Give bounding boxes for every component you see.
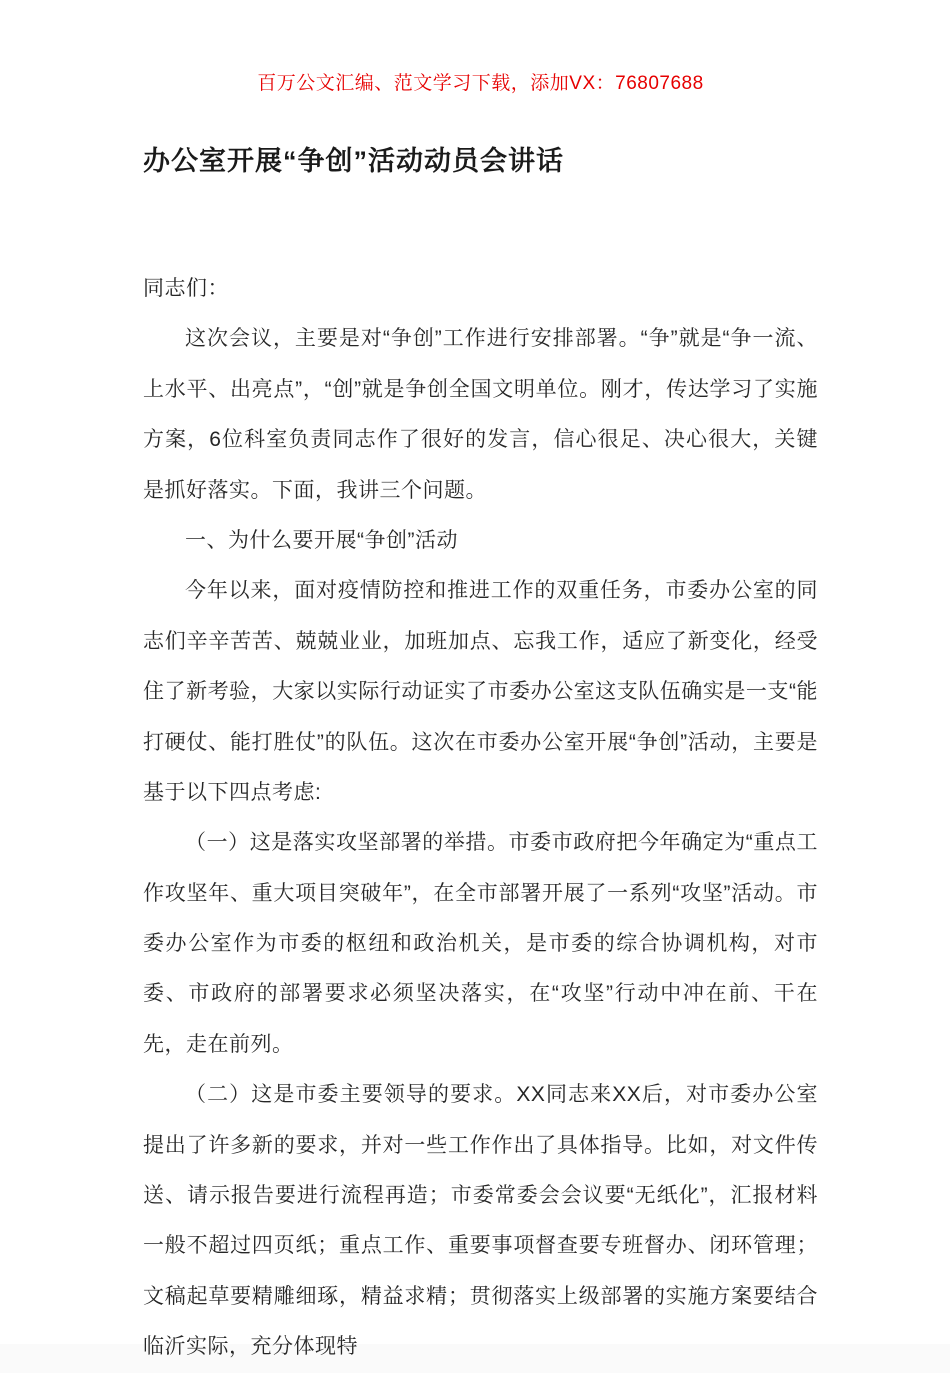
document-title: 办公室开展“争创”活动动员会讲话	[143, 146, 564, 176]
promo-notice: 百万公文汇编、范文学习下载，添加VX：76807688	[257, 73, 704, 94]
paragraph-salutation: 同志们：	[143, 277, 229, 300]
document-body	[143, 264, 818, 1373]
paragraph-heading: 一、为什么要开展“争创”活动	[185, 528, 458, 552]
paragraph-body: （二）这是市委主要领导的要求。XX同志来XX后，对市委办公室提出了许多新的要求，并对一些工作作出了具体指导。比如，对文件传送、请示报告要进行流程再造；市委常委会会议要“无纸化”，汇报材料一般不超过四页纸；重点工作、重要事项督查要专班督办、闭环管理；文稿起草要精雕细琢，精益求精；贯彻落实上级部署的实施方案要结合临沂实际，充分体现特	[143, 1083, 818, 1359]
paragraph-body: 这次会议，主要是对“争创”工作进行安排部署。“争”就是“争一流、上水平、出亮点”，“创”就是争创全国文明单位。刚才，传达学习了实施方案，6位科室负责同志作了很好的发言，信心很足、决心很大，关键是抓好落实。下面，我讲三个问题。	[143, 327, 818, 502]
paragraph-body: （一）这是落实攻坚部署的举措。市委市政府把今年确定为“重点工作攻坚年、重大项目突破年”，在全市部署开展了一系列“攻坚”活动。市委办公室作为市委的枢纽和政治机关，是市委的综合协调机构，对市委、市政府的部署要求必须坚决落实，在“攻坚”行动中冲在前、干在先，走在前列。	[143, 831, 818, 1056]
paragraph-body: 今年以来，面对疫情防控和推进工作的双重任务，市委办公室的同志们辛辛苦苦、兢兢业业，加班加点、忘我工作，适应了新变化，经受住了新考验，大家以实际行动证实了市委办公室这支队伍确实是一支“能打硬仗、能打胜仗”的队伍。这次在市委办公室开展“争创”活动，主要是基于以下四点考虑:	[143, 579, 818, 804]
